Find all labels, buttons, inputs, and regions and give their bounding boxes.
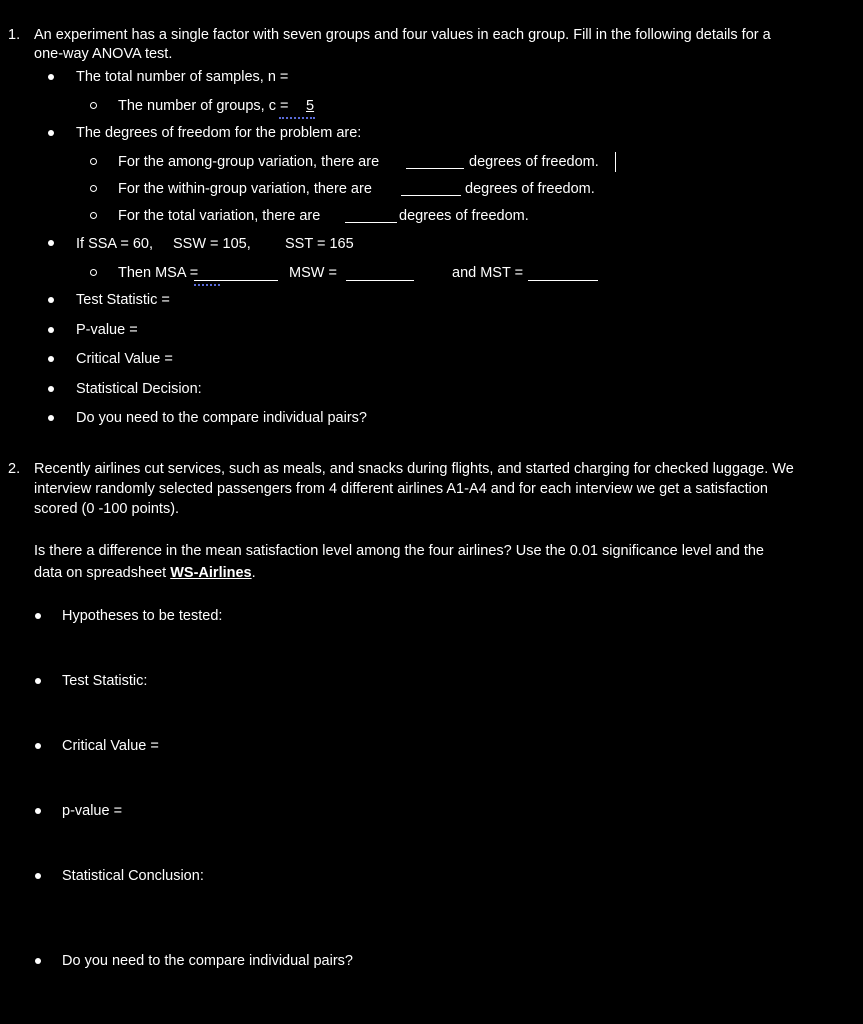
msw-blank[interactable] [346,280,414,281]
among-group-dof-suffix: degrees of freedom. [469,154,599,170]
question-1-number: 1. [8,27,21,43]
statistical-decision-label: Statistical Decision: [76,381,202,397]
sub-bullet [90,185,97,192]
within-group-label: For the within-group variation, there are [118,181,372,197]
q2-test-statistic-label: Test Statistic: [62,673,148,689]
bullet [48,130,54,136]
q2-p-value-label: p-value = [62,803,123,819]
question-1-intro-line2: one-way ANOVA test. [34,46,173,62]
bullet [48,386,54,392]
bullet [35,958,41,964]
within-group-blank[interactable] [401,195,461,196]
sub-bullet [90,102,97,109]
question-2-para1-line1: Recently airlines cut services, such as meals, and snacks during flights, and started charging for checked luggage. We [34,461,794,477]
bullet [48,415,54,421]
msa-blank[interactable] [194,280,278,281]
question-2-para2-line1: Is there a difference in the mean satisfaction level among the four airlines? Use the 0.01 significance level and the [34,543,764,559]
compare-pairs-question: Do you need to the compare individual pairs? [76,410,367,426]
question-1-intro-line1: An experiment has a single factor with seven groups and four values in each group. Fill in the following details for a [34,27,771,43]
bullet [48,240,54,246]
then-msa-label: Then MSA = [118,265,199,281]
spreadsheet-prefix: data on spreadsheet [34,565,167,581]
bullet [35,743,41,749]
sub-bullet [90,269,97,276]
sst-value: SST = 165 [285,236,354,252]
p-value-label: P-value = [76,322,138,338]
spellcheck-underline [279,117,315,119]
sub-bullet [90,158,97,165]
q2-compare-pairs-question: Do you need to the compare individual pairs? [62,953,353,969]
text-cursor [615,152,616,172]
num-groups-value: 5 [306,98,315,114]
q2-critical-value-label: Critical Value = [62,738,159,754]
total-samples-label: The total number of samples, n = [76,69,289,85]
total-variation-blank[interactable] [345,222,397,223]
bullet [35,808,41,814]
total-variation-dof-suffix: degrees of freedom. [399,208,529,224]
ssa-value: If SSA = 60, [76,236,153,252]
spreadsheet-suffix: . [251,565,256,581]
among-group-blank[interactable] [406,168,464,169]
spellcheck-underline [194,284,220,286]
question-2-para1-line3: scored (0 -100 points). [34,501,180,517]
msw-label: MSW = [289,265,337,281]
bullet [48,327,54,333]
num-groups-label: The number of groups, c = [118,98,289,114]
bullet [48,356,54,362]
test-statistic-label: Test Statistic = [76,292,170,308]
total-variation-label: For the total variation, there are [118,208,321,224]
spreadsheet-link[interactable]: WS-Airlines [170,565,252,581]
sub-bullet [90,212,97,219]
dof-header: The degrees of freedom for the problem are: [76,125,362,141]
question-2-para2-line2 [34,564,256,582]
within-group-dof-suffix: degrees of freedom. [465,181,595,197]
bullet [35,613,41,619]
question-2-number: 2. [8,461,21,477]
bullet [35,678,41,684]
mst-blank[interactable] [528,280,598,281]
statistical-conclusion-label: Statistical Conclusion: [62,868,204,884]
bullet [35,873,41,879]
question-2-para1-line2: interview randomly selected passengers from 4 different airlines A1-A4 and for each interview we get a satisfaction [34,481,768,497]
critical-value-label: Critical Value = [76,351,173,367]
hypotheses-label: Hypotheses to be tested: [62,608,223,624]
bullet [48,297,54,303]
and-mst-label: and MST = [452,265,524,281]
ssw-value: SSW = 105, [173,236,251,252]
bullet [48,74,54,80]
among-group-label: For the among-group variation, there are [118,154,380,170]
